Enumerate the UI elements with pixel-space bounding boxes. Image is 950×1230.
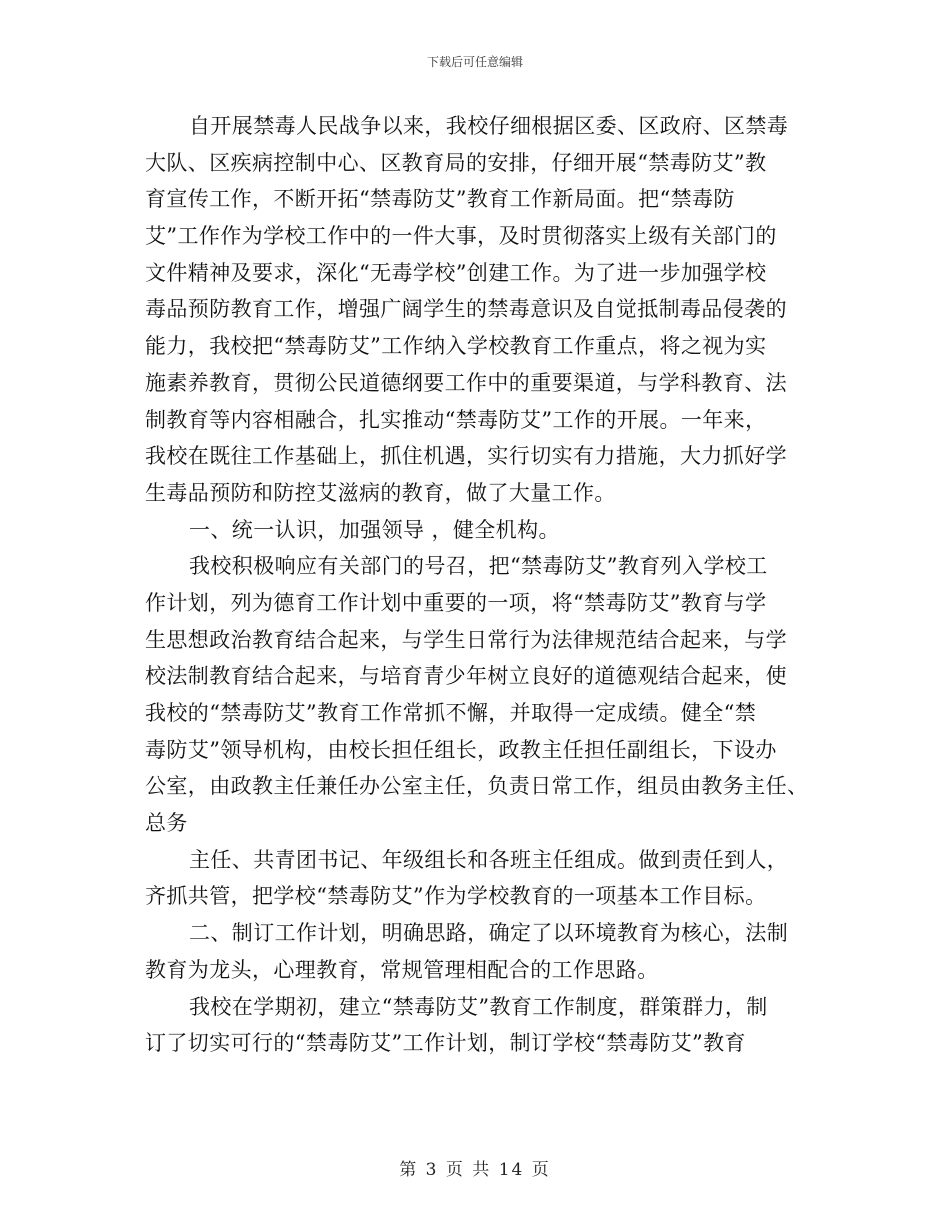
text-line: 毒品预防教育工作，增强广阔学生的禁毒意识及自觉抵制毒品侵袭的	[145, 297, 787, 322]
text-line: 育宣传工作，不断开拓“禁毒防艾”教育工作新局面。把“禁毒防	[145, 187, 735, 212]
text-line: 毒防艾”领导机构，由校长担任组长，政教主任担任副组长，下设办	[145, 737, 777, 762]
text-line: 校法制教育结合起来，与培育青少年树立良好的道德观结合起来，使	[145, 664, 787, 689]
document-body	[145, 108, 809, 1062]
text-line: 一、统一认识，加强领导 ，健全机构。	[189, 517, 560, 542]
text-line: 能力，我校把“禁毒防艾”工作纳入学校教育工作重点，将之视为实	[145, 334, 767, 359]
text-line: 制教育等内容相融合，扎实推动“禁毒防艾”工作的开展。一年来，	[145, 407, 767, 432]
text-line: 我校积极响应有关部门的号召，把“禁毒防艾”教育列入学校工	[189, 554, 768, 579]
text-line: 生毒品预防和防控艾滋病的教育，做了大量工作。	[145, 480, 616, 505]
page-footer: 第 3 页 共 14 页	[399, 1160, 551, 1180]
text-line: 艾”工作作为学校工作中的一件大事，及时贯彻落实上级有关部门的	[145, 224, 777, 249]
text-line: 自开展禁毒人民战争以来，我校仔细根据区委、区政府、区禁毒	[189, 114, 789, 138]
text-line: 我校的“禁毒防艾”教育工作常抓不懈，并取得一定成绩。健全“禁	[145, 701, 757, 725]
text-line: 我校在学期初，建立“禁毒防艾”教育工作制度，群策群力，制	[189, 994, 768, 1019]
page-header: 下载后可任意编辑	[426, 55, 523, 69]
text-line: 施素养教育，贯彻公民道德纲要工作中的重要渠道，与学科教育、法	[145, 370, 787, 395]
text-line: 订了切实可行的“禁毒防艾”工作计划，制订学校“禁毒防艾”教育	[145, 1031, 746, 1056]
text-line: 大队、区疾病控制中心、区教育局的安排，仔细开展“禁毒防艾”教	[145, 150, 767, 175]
text-line: 主任、共青团书记、年级组长和各班主任组成。做到责任到人，	[189, 847, 789, 872]
text-line: 公室，由政教主任兼任办公室主任，负责日常工作，组员由教务主任、	[145, 774, 809, 799]
text-line: 我校在既往工作基础上，抓住机遇，实行切实有力措施，大力抓好学	[145, 444, 787, 469]
text-line: 生思想政治教育结合起来，与学生日常行为法律规范结合起来，与学	[145, 627, 787, 652]
text-line: 二、制订工作计划，明确思路，确定了以环境教育为核心，法制	[189, 921, 789, 946]
text-line: 作计划，列为德育工作计划中重要的一项，将“禁毒防艾”教育与学	[145, 590, 767, 615]
text-line: 齐抓共管，把学校“禁毒防艾”作为学校教育的一项基本工作目标。	[145, 884, 767, 909]
text-line: 总务	[145, 811, 188, 836]
text-line: 文件精神及要求，深化“无毒学校”创建工作。为了进一步加强学校	[145, 260, 767, 285]
text-line: 教育为龙头，心理教育，常规管理相配合的工作思路。	[145, 957, 659, 982]
